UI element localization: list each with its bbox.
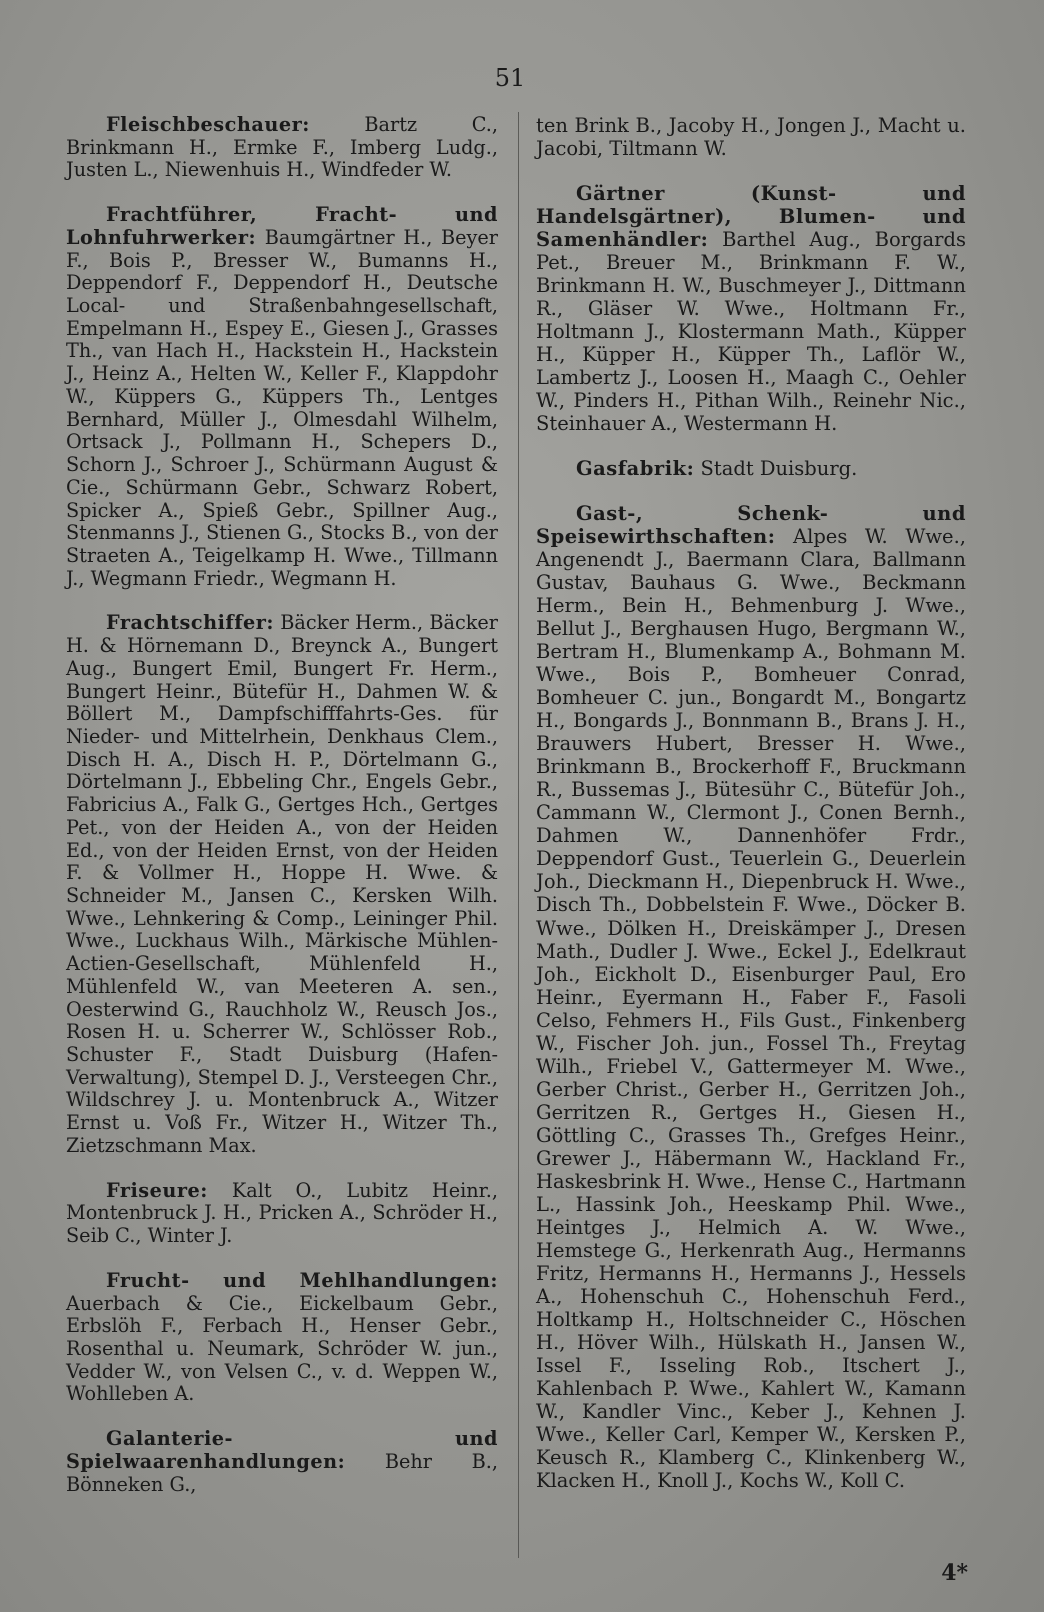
directory-entry	[66, 1180, 498, 1248]
directory-entry	[66, 1270, 498, 1406]
entry-text: Kalt O., Lubitz Heinr., Montenbruck J. H., Pricken A., Schröder H., Seib C., Winter J.	[66, 1178, 498, 1248]
page-number: 51	[494, 64, 526, 92]
entry-heading: Gast-, Schenk- und Speisewirthschaften:	[536, 502, 966, 549]
entry-text: Stadt Duisburg.	[694, 457, 858, 481]
entry-text: Bäcker Herm., Bäcker H. & Hörnemann D., Breynck A., Bungert Aug., Bungert Emil, Bungert Fr. Herm., Bungert Heinr., Bütefür H., Dahmen W. & Böllert M., Dampfschifffahrts-Ges. für Nieder- und Mittelrhein, Denkhaus Clem., Disch H. A., Disch H. P., Dörtelmann G., Dörtelmann J., Ebbeling Chr., Engels Gebr., Fabricius A., Falk G., Gertges Hch., Gertges Pet., von der Heiden A., von der Heiden Ed., von der Heiden Ernst, von der Heiden F. & Vollmer H., Hoppe H. Wwe. & Schneider M., Jansen C., Kersken Wilh. Wwe., Lehnkering & Comp., Leininger Phil. Wwe., Luckhaus Wilh., Märkische Mühlen-Actien-Gesellschaft, Mühlenfeld H., Mühlenfeld W., van Meeteren A. sen., Oesterwind G., Rauchholz W., Reusch Jos., Rosen H. u. Scherrer W., Schlösser Rob., Schuster F., Stadt Duisburg (Hafen-Verwaltung), Stempel D. J., Versteegen Chr., Wildschrey J. u. Montenbruck A., Witzer Ernst u. Voß Fr., Witzer H., Witzer Th., Zietzschmann Max.	[66, 611, 498, 1157]
directory-entry	[66, 1428, 498, 1496]
entry-heading: Frachtführer, Fracht- und Lohnfuhrwerker:	[66, 203, 498, 249]
entry-heading: Frucht- und Mehlhandlungen:	[106, 1268, 498, 1292]
directory-entry	[536, 457, 966, 480]
directory-entry-continued	[536, 114, 966, 160]
entry-heading: Frachtschiffer:	[106, 611, 274, 635]
entry-text: Alpes W. Wwe., Angenendt J., Baermann Clara, Ballmann Gustav, Bauhaus G. Wwe., Beckmann Herm., Bein H., Behmenburg J. Wwe., Bellut J., Berghausen Hugo, Bergmann W., Bertram H., Blumenkamp A., Bohmann M. Wwe., Bois P., Bomheuer Conrad, Bomheuer C. jun., Bongardt M., Bongartz H., Bongards J., Bonnmann B., Brans J. H., Brauwers Hubert, Bresser H. Wwe., Brinkmann B., Brockerhoff F., Bruckmann R., Bussemas J., Bütesühr C., Bütefür Joh., Cammann W., Clermont J., Conen Bernh., Dahmen W., Dannenhöfer Frdr., Deppendorf Gust., Teuerlein G., Deuerlein Joh., Dieckmann H., Diepenbruck H. Wwe., Disch Th., Dobbelstein F. Wwe., Döcker B. Wwe., Dölken H., Dreiskämper J., Dresen Math., Dudler J. Wwe., Eckel J., Edelkraut Joh., Eickholt D., Eisenburger Paul, Ero Heinr., Eyermann H., Faber F., Fasoli Celso, Fehmers H., Fils Gust., Finkenberg W., Fischer Joh. jun., Fossel Th., Freytag Wilh., Friebel V., Gattermeyer M. Wwe., Gerber Christ., Gerber H., Gerritzen Joh., Gerritzen R., Gertges H., Giesen H., Göttling C., Grasses Th., Grefges Heinr., Grewer J., Häbermann W., Hackland Fr., Haskesbrink H. Wwe., Hense C., Hartmann L., Hassink Joh., Heeskamp Phil. Wwe., Heintges J., Helmich A. W. Wwe., Hemstege G., Herkenrath Aug., Hermanns Fritz, Hermanns H., Hermanns J., Hessels A., Hohenschuh C., Hohenschuh Ferd., Holtkamp H., Holtschneider C., Höschen H., Höver Wilh., Hülskath H., Jansen W., Issel F., Isseling Rob., Itschert J., Kahlenbach P. Wwe., Kahlert W., Kamann W., Kandler Vinc., Keber J., Kehnen J. Wwe., Keller Carl, Kemper W., Kersken P., Keusch R., Klamberg C., Klinkenberg W., Klacken H., Knoll J., Kochs W., Koll C.	[536, 525, 966, 1492]
entry-text: Behr B., Bönneken G.,	[66, 1449, 498, 1496]
signature-mark: 4*	[941, 1560, 968, 1586]
directory-entry	[66, 204, 498, 590]
directory-entry	[536, 182, 966, 435]
entry-heading: Friseure:	[106, 1178, 208, 1202]
left-column	[66, 114, 498, 1518]
directory-entry	[536, 502, 966, 1492]
entry-text: Barthel Aug., Borgards Pet., Breuer M., Brinkmann F. W., Brinkmann H. W., Buschmeyer J., Dittmann R., Gläser W. Wwe., Holtmann Fr., Holtmann J., Klostermann Math., Küpper H., Küpper H., Küpper Th., Laflör W., Lambertz J., Loosen H., Maagh C., Oehler W., Pinders H., Pithan Wilh., Reinehr Nic., Steinhauer A., Westermann H.	[536, 228, 966, 436]
directory-entry	[66, 612, 498, 1157]
entry-heading: Galanterie- und Spielwaarenhandlungen:	[66, 1427, 498, 1473]
entry-heading: Gärtner (Kunst- und Handelsgärtner), Blumen- und Samenhändler:	[536, 182, 966, 252]
right-column	[536, 114, 966, 1514]
entry-text: Baumgärtner H., Beyer F., Bois P., Bresser W., Bumanns H., Deppendorf F., Deppendorf H., Deutsche Local- und Straßenbahngesellschaft, Empelmann H., Espey E., Giesen J., Grasses Th., van Hach H., Hackstein H., Hackstein J., Heinz A., Helten W., Keller F., Klappdohr W., Küppers G., Küppers Th., Lentges Bernhard, Müller J., Olmesdahl Wilhelm, Ortsack J., Pollmann H., Schepers D., Schorn J., Schroer J., Schürmann August & Cie., Schürmann Gebr., Schwarz Robert, Spicker A., Spieß Gebr., Spillner Aug., Stenmanns J., Stienen G., Stocks B., von der Straeten A., Teigelkamp H. Wwe., Tillmann J., Wegmann Friedr., Wegmann H.	[66, 225, 498, 590]
entry-heading: Fleischbeschauer:	[106, 113, 310, 136]
directory-entry	[66, 114, 498, 182]
entry-text: Bartz C., Brinkmann H., Ermke F., Imberg Ludg., Justen L., Niewenhuis H., Windfeder W.	[66, 113, 498, 182]
entry-heading: Gasfabrik:	[576, 457, 695, 481]
column-divider	[518, 112, 519, 1558]
entry-text: ten Brink B., Jacoby H., Jongen J., Macht u. Jacobi, Tiltmann W.	[536, 114, 966, 161]
entry-text: Auerbach & Cie., Eickelbaum Gebr., Erbslöh F., Ferbach H., Henser Gebr., Rosenthal u. Neumark, Schröder W. jun., Vedder W., von Velsen C., v. d. Weppen W., Wohlleben A.	[66, 1291, 498, 1406]
